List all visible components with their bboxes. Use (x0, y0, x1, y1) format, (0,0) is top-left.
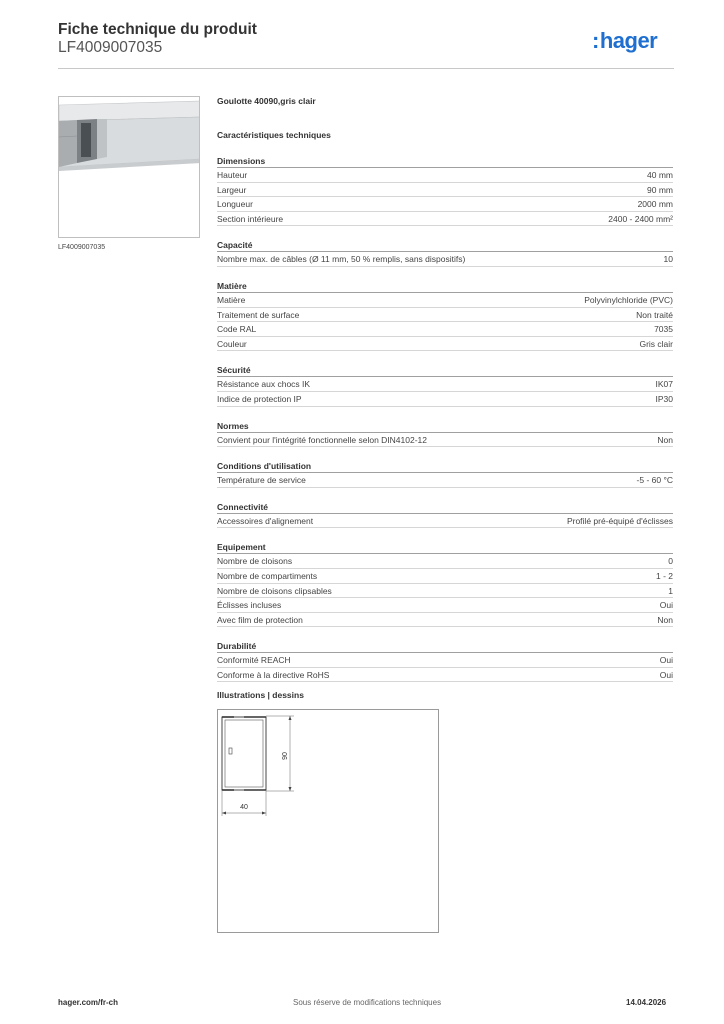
spec-label: Matière (217, 294, 246, 305)
spec-row (217, 514, 673, 529)
spec-value: Polyvinylchloride (PVC) (584, 294, 673, 305)
spec-label: Code RAL (217, 324, 257, 335)
dimension-width-label: 40 (240, 804, 248, 811)
spec-label: Section intérieure (217, 213, 284, 224)
spec-label: Hauteur (217, 170, 248, 180)
spec-value: -5 - 60 °C (636, 475, 673, 486)
product-image (58, 96, 200, 238)
spec-label: Conforme à la directive RoHS (217, 669, 330, 680)
specifications-panel (217, 96, 673, 682)
spec-value: Oui (659, 669, 673, 680)
spec-group-title: Sécurité (217, 365, 673, 377)
spec-label: Indice de protection IP (217, 393, 302, 404)
logo-text: hager (599, 28, 658, 53)
spec-value: Oui (659, 655, 673, 666)
spec-group (217, 240, 673, 267)
technical-drawing (217, 709, 439, 933)
spec-group-title: Normes (217, 421, 673, 433)
spec-group-title: Durabilité (217, 641, 673, 653)
spec-row (217, 212, 673, 227)
spec-row (217, 473, 673, 488)
illustrations-heading: Illustrations | dessins (217, 690, 304, 700)
spec-group (217, 641, 673, 682)
spec-value: 2400 - 2400 mm² (608, 213, 673, 224)
spec-row (217, 554, 673, 569)
spec-row (217, 433, 673, 448)
spec-label: Avec film de protection (217, 614, 303, 625)
spec-value: 0 (668, 556, 673, 567)
spec-group-title: Conditions d'utilisation (217, 461, 673, 473)
spec-value: Non (657, 434, 673, 445)
spec-group-title: Matière (217, 281, 673, 293)
spec-group (217, 421, 673, 448)
spec-label: Largeur (217, 184, 247, 195)
spec-label: Accessoires d'alignement (217, 515, 314, 526)
spec-group (217, 156, 673, 226)
spec-value: Non (657, 614, 673, 625)
spec-value: 90 mm (647, 184, 673, 195)
spec-row (217, 322, 673, 337)
footer-website: hager.com/fr-ch (58, 998, 119, 1007)
spec-row (217, 613, 673, 628)
spec-row (217, 183, 673, 198)
spec-row (217, 598, 673, 613)
footer-date: 14.04.2026 (626, 998, 667, 1007)
spec-label: Nombre max. de câbles (Ø 11 mm, 50 % remplis, sans dispositifs) (217, 254, 466, 265)
spec-label: Éclisses incluses (217, 600, 282, 611)
spec-value: Gris clair (639, 338, 673, 349)
spec-value: 2000 mm (637, 199, 673, 210)
spec-group (217, 542, 673, 627)
spec-label: Longueur (217, 199, 253, 210)
spec-groups (217, 156, 673, 682)
cable-trunking-illustration (59, 97, 200, 238)
product-reference: LF4009007035 (58, 39, 163, 56)
spec-row (217, 252, 673, 267)
product-image-caption: LF4009007035 (58, 244, 106, 251)
spec-label: Nombre de compartiments (217, 570, 318, 581)
spec-label: Résistance aux chocs IK (217, 379, 311, 390)
spec-group-title: Equipement (217, 542, 673, 554)
spec-label: Température de service (217, 475, 306, 486)
spec-value: Non traité (636, 309, 673, 320)
spec-row (217, 293, 673, 308)
logo-colon-icon: : (592, 28, 599, 53)
spec-value: Oui (659, 600, 673, 611)
spec-row (217, 653, 673, 668)
hager-logo (592, 28, 657, 54)
spec-label: Couleur (217, 338, 247, 349)
spec-row (217, 584, 673, 599)
dimension-height-label: 90 (282, 752, 289, 760)
footer-notice: Sous réserve de modifications techniques (293, 998, 442, 1007)
spec-row (217, 392, 673, 407)
spec-label: Nombre de cloisons clipsables (217, 585, 332, 596)
spec-row (217, 168, 673, 183)
spec-group-title: Capacité (217, 240, 673, 252)
spec-value: 40 mm (647, 170, 673, 180)
spec-row (217, 337, 673, 352)
spec-label: Nombre de cloisons (217, 556, 293, 567)
spec-row (217, 668, 673, 683)
spec-row (217, 569, 673, 584)
spec-row (217, 377, 673, 392)
spec-value: 7035 (654, 324, 673, 335)
spec-group (217, 365, 673, 406)
dimension-drawing (218, 710, 440, 934)
spec-group-title: Dimensions (217, 156, 673, 168)
spec-group (217, 281, 673, 351)
spec-label: Conformité REACH (217, 655, 291, 666)
spec-value: 1 - 2 (655, 570, 673, 581)
spec-value: Profilé pré-équipé d'éclisses (566, 515, 673, 526)
spec-value: 1 (668, 585, 673, 596)
header-divider (58, 68, 674, 69)
spec-label: Convient pour l'intégrité fonctionnelle selon DIN4102-12 (217, 434, 428, 445)
specs-heading: Caractéristiques techniques (217, 130, 331, 140)
spec-group (217, 502, 673, 529)
spec-value: 10 (663, 254, 673, 265)
spec-value: IP30 (655, 393, 673, 404)
spec-label: Traitement de surface (217, 309, 300, 320)
spec-group-title: Connectivité (217, 502, 673, 514)
spec-value: IK07 (655, 379, 673, 390)
spec-row (217, 197, 673, 212)
spec-group (217, 461, 673, 488)
spec-row (217, 308, 673, 323)
product-name: Goulotte 40090,gris clair (217, 96, 316, 106)
document-title: Fiche technique du produit (58, 21, 257, 38)
